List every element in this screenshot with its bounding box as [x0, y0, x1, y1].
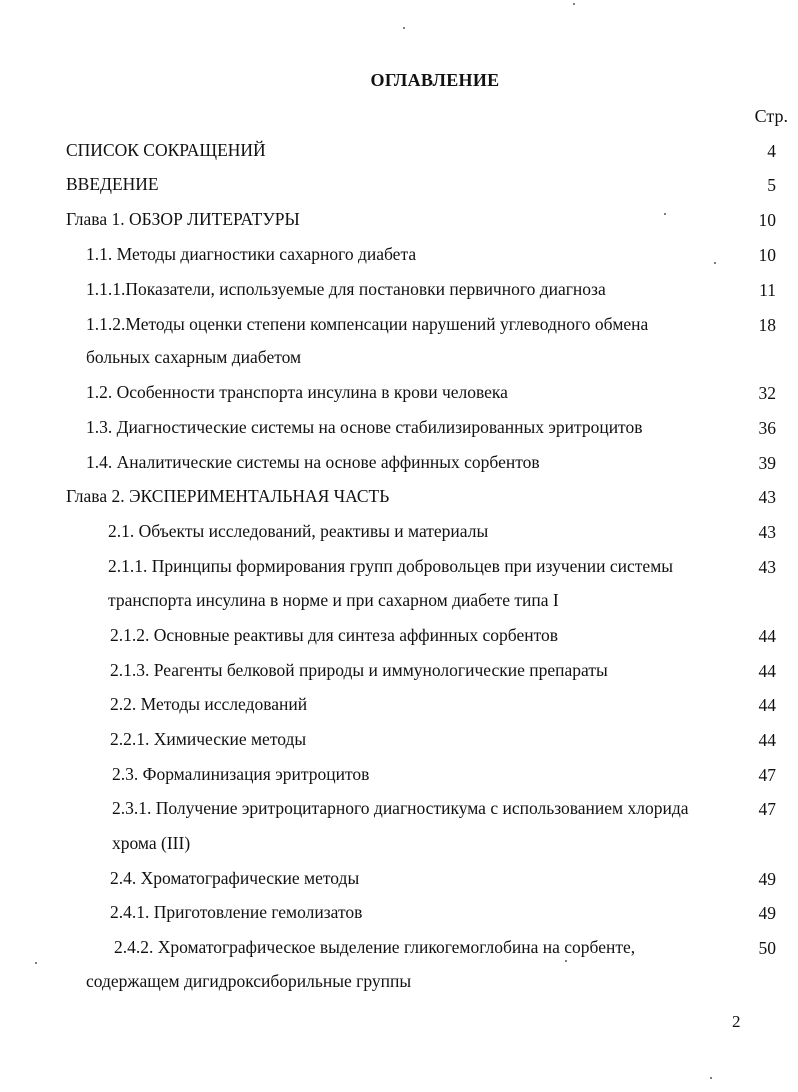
scan-speck	[710, 1077, 712, 1079]
toc-entry-text: 2.2.1. Химические методы	[110, 729, 307, 749]
toc-entry-page: 44	[758, 730, 776, 750]
toc-entry-page: 44	[758, 626, 776, 646]
toc-entry-text: 2.1.1. Принципы формирования групп добровольцев при изучении системы	[108, 556, 674, 576]
toc-entry-text: транспорта инсулина в норме и при сахарном диабете типа I	[108, 590, 559, 610]
toc-entry-text: 2.4. Хроматографические методы	[110, 868, 360, 888]
toc-entry-text: 2.3. Формалинизация эритроцитов	[112, 764, 370, 784]
page-column-header: Стр.	[754, 106, 788, 126]
toc-entry-page: 49	[758, 869, 776, 889]
toc-entry-page: 4	[767, 141, 776, 161]
toc-entry-text: Глава 2. ЭКСПЕРИМЕНТАЛЬНАЯ ЧАСТЬ	[66, 486, 390, 506]
toc-entry-page: 10	[758, 245, 776, 265]
toc-entry-text: 1.1. Методы диагностики сахарного диабета	[86, 244, 417, 264]
toc-entry-page: 36	[758, 418, 776, 438]
toc-entry-page: 50	[758, 938, 776, 958]
scan-speck	[35, 962, 37, 964]
document-title: ОГЛАВЛЕНИЕ	[370, 70, 500, 90]
toc-entry-text: 1.1.2.Методы оценки степени компенсации нарушений углеводного обмена	[86, 314, 649, 334]
toc-entry-page: 47	[758, 799, 776, 819]
toc-entry-page: 11	[759, 280, 776, 300]
scan-speck	[664, 213, 666, 215]
toc-entry-text: 1.1.1.Показатели, используемые для постановки первичного диагноза	[86, 279, 606, 299]
toc-entry-text: 1.3. Диагностические системы на основе стабилизированных эритроцитов	[86, 417, 643, 437]
scan-speck	[403, 27, 405, 29]
toc-entry-text: 2.1.2. Основные реактивы для синтеза аффинных сорбентов	[110, 625, 559, 645]
toc-entry-page: 43	[758, 522, 776, 542]
toc-entry-text: 1.4. Аналитические системы на основе аффинных сорбентов	[86, 452, 540, 472]
toc-entry-page: 47	[758, 765, 776, 785]
toc-entry-text: Глава 1. ОБЗОР ЛИТЕРАТУРЫ	[66, 209, 300, 229]
toc-entry-text: СПИСОК СОКРАЩЕНИЙ	[66, 140, 266, 160]
toc-entry-text: больных сахарным диабетом	[86, 347, 302, 367]
toc-entry-page: 43	[758, 487, 776, 507]
scan-speck	[714, 262, 716, 264]
toc-entry-text: 2.3.1. Получение эритроцитарного диагностикума с использованием хлорида	[112, 798, 689, 818]
toc-entry-page: 44	[758, 695, 776, 715]
scan-speck	[573, 3, 575, 5]
toc-entry-page: 5	[767, 175, 776, 195]
toc-entry-page: 39	[758, 453, 776, 473]
toc-entry-text: 2.1. Объекты исследований, реактивы и материалы	[108, 521, 489, 541]
page-number: 2	[732, 1012, 741, 1031]
toc-entry-page: 32	[758, 383, 776, 403]
toc-entry-page: 18	[758, 315, 776, 335]
toc-entry-page: 43	[758, 557, 776, 577]
toc-entry-text: 2.4.1. Приготовление гемолизатов	[110, 902, 363, 922]
toc-entry-text: содержащем дигидроксиборильные группы	[86, 971, 412, 991]
toc-entry-text: 2.4.2. Хроматографическое выделение гликогемоглобина на сорбенте,	[114, 937, 636, 957]
toc-entry-page: 49	[758, 903, 776, 923]
toc-entry-page: 44	[758, 661, 776, 681]
toc-entry-text: ВВЕДЕНИЕ	[66, 174, 159, 194]
toc-entry-text: хрома (III)	[112, 833, 191, 853]
toc-entry-text: 1.2. Особенности транспорта инсулина в крови человека	[86, 382, 508, 402]
toc-entry-page: 10	[758, 210, 776, 230]
toc-entry-text: 2.1.3. Реагенты белковой природы и иммунологические препараты	[110, 660, 608, 680]
toc-entry-text: 2.2. Методы исследований	[110, 694, 308, 714]
scan-speck	[565, 960, 567, 962]
